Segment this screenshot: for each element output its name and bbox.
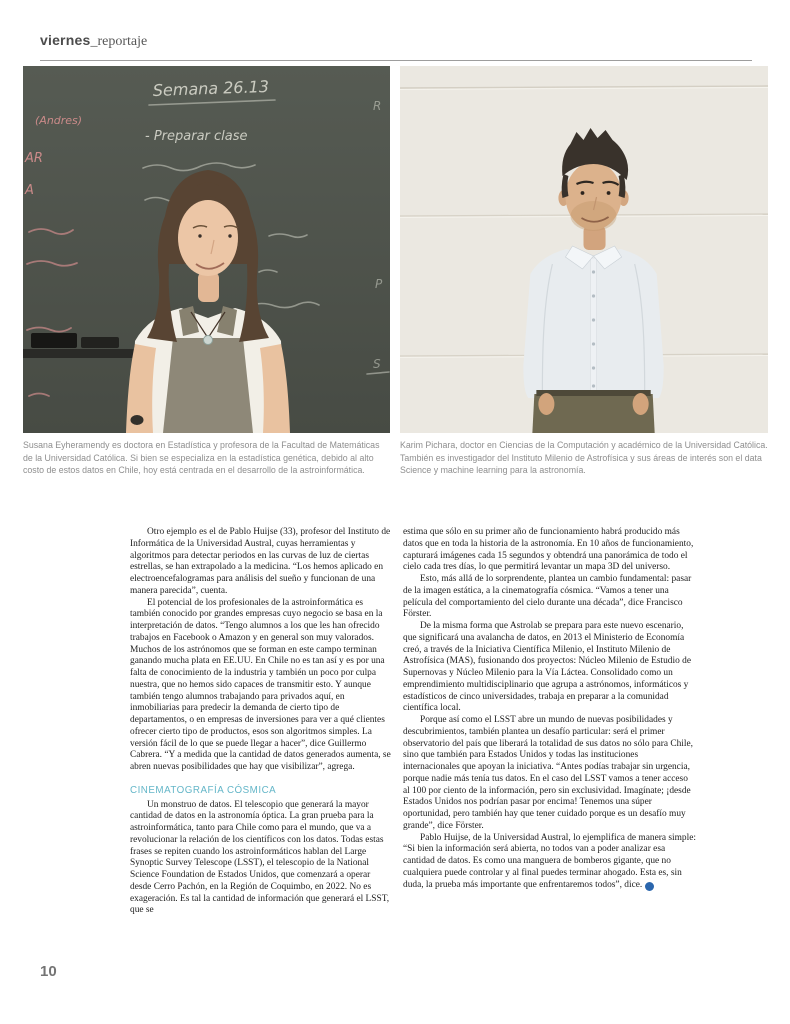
- photo-susana-illustration: [23, 66, 390, 433]
- photo-susana: [23, 66, 390, 477]
- photo-karim: [400, 66, 768, 477]
- chalk-right1: R: [373, 99, 382, 113]
- chalk-pink1: (Andres): [35, 114, 83, 127]
- caption-karim: Karim Pichara, doctor en Ciencias de la Computación y académico de la Universidad Católica. También es investigador del Instituto Milenio de Astrofísica y sus áreas de interés son el data Science y machine learning para la astronomía.: [400, 440, 768, 476]
- caption-susana: Susana Eyheramendy es doctora en Estadística y profesora de la Facultad de Matemáticas de la Universidad Católica. Si bien se especializa en la estadística genética, debido al alto costo de estos datos en Chile, hoy está centrada en el desarrollo de la astroinformática.: [23, 440, 380, 476]
- brand-viernes: viernes: [40, 32, 91, 48]
- page-number: 10: [40, 963, 57, 980]
- necklace-pendant: [204, 336, 213, 345]
- woman-face: [178, 200, 238, 276]
- chalk-pink2: AR: [25, 151, 43, 166]
- paragraph: De la misma forma que Astrolab se prepara para este nuevo escenario, que significará una avalancha de datos, en 2013 el Ministerio de Economía creó, a través de la Iniciativa Científica Milenio, el Instituto Milenio de Astrofísica (MAS), fusionando dos proyectos: Núcleo Milenio de Estudio de Supernovas y Núcleo Milenio para la Vía Láctea. Consolidado como un emprendimiento multidisciplinario que agrupa a astrónomos, informáticos y estadísticos de cinco universidades, trabaja en preparar a la comunidad científica local.: [403, 621, 691, 714]
- paragraph: Un monstruo de datos. El telescopio que generará la mayor cantidad de datos en la astronomía óptica. La gran prueba para la astroinformática, tanto para Chile como para el mundo, que va a revolucionar la relación de los científicos con los datos. Todas estas frases se repiten cuando los astroinformáticos hablan del Large Synoptic Survey Telescope (LSST), el telescopio de la National Science Foundation de Estados Unidos, que comenzará a operar desde Cerro Pachón, en la Región de Coquimbo, en 2022. No es exageración. Es tal la cantidad de información que generará el LSST, que se: [130, 799, 390, 916]
- paragraph: Otro ejemplo es el de Pablo Huijse (33), profesor del Instituto de Informática de la Universidad Austral, cuyas herramientas y algoritmos para detectar periodos en las curvas de luz de ciertas estrellas, se han extrapolado a la medicina. “Los hemos aplicado en electroencefalogramas para análisis del sueño y funcionan de una manera parecida”, cuenta.: [130, 527, 391, 596]
- paragraph: Esto, más allá de lo sorprendente, plantea un cambio fundamental: pasar de la imagen estática, a la cinematografía cósmica. “Vamos a tener una película del comportamiento del cielo durante una década”, dice Francisco Förster.: [403, 574, 692, 620]
- wrist-watch: [131, 415, 144, 425]
- paragraph-text: Pablo Huijse, de la Universidad Austral, lo ejemplifica de manera simple: “Si bien la información será abierta, no todos van a poder analizar esa cantidad de datos. Es como una manguera de bomberos gigante, que no cualquiera puede controlar y al final puedes terminar ahogado. Esta es, sin duda, la prueba más importante que enfrentaremos todos”, dice.: [403, 832, 696, 890]
- photo-karim-illustration: [400, 66, 768, 433]
- article-end-mark: V: [645, 882, 654, 891]
- paragraph: Porque así como el LSST abre un mundo de nuevas posibilidades y descubrimientos, también plantea un desafío particular: será el primer observatorio del país que liberará la totalidad de sus datos no sólo para Chile, sino que también para Estados Unidos y todas las instituciones internacionales que apoyan la iniciativa. “Antes podías trabajar sin urgencia, porque nadie más tenía tus datos. En el caso del LSST vamos a tener acceso al 100 por ciento de la información, pero sin exclusividad. Imagínate; ¡desde Estados Unidos nos podrían pasar por encima! Tenemos una súper oportunidad, pero también hay que tener cuidado porque es un desafío muy grande”, dice Förster.: [403, 715, 694, 831]
- chalk-right2: P: [375, 277, 383, 291]
- article-column-left: [130, 527, 392, 917]
- belt: [536, 390, 650, 396]
- chalk-pink3: A: [25, 183, 34, 198]
- stubble: [570, 201, 616, 231]
- chalk-right3: S: [373, 357, 381, 371]
- man-right-hand: [633, 393, 649, 415]
- article-column-right: [403, 527, 696, 891]
- chalk-line1: - Preparar clase: [145, 129, 248, 144]
- header-rule: [40, 60, 752, 61]
- paragraph: estima que sólo en su primer año de funcionamiento habrá producido más datos que en toda la historia de la astronomía. En 10 años de funcionamiento, capturará imágenes cada 15 segundos y obtendrá una panorámica de todo el cielo cada tres días, lo que permitirá levantar un mapa 3D del universo.: [403, 527, 694, 573]
- paragraph: El potencial de los profesionales de la astroinformática es también conocido por grandes empresas cuyo negocio se basa en la interpretación de datos. “Tengo alumnos a los que les han ofrecido trabajos en Facebook o Amazon y en general son muy valorados. Muchos de los astrónomos que se forman en este campo terminan ganando mucha plata en EE.UU. En Chile no es tan así y es por una falta de conocimiento de la industria y también un poco por culpa nuestra, que no hemos sido capaces de transmitir esto. Y aunque también tengo alumnos trabajando para privados aquí, en inmobiliarias para predecir la demanda de cierto tipo de departamentos, o en empresas de inversiones para ver a qué clientes ofrecer cierto tipo de productos, esos son algoritmos simples. La versión fácil de lo que se puede llegar a hacer”, dice Guillermo Cabrera. “Y a medida que la cantidad de datos generados aumenta, se abren nuevas posibilidades que hay que visibilizar”, agrega.: [130, 597, 391, 772]
- woman-neck: [198, 272, 219, 302]
- woman-jumper: [163, 338, 253, 433]
- masthead: [40, 32, 147, 50]
- chalk-heading: Semana 26.13: [152, 76, 270, 100]
- section-reportaje: _reportaje: [90, 34, 148, 49]
- section-heading-cinematografia: CINEMATOGRAFÍA CÓSMICA: [130, 784, 277, 796]
- man-left-hand: [538, 393, 554, 415]
- paragraph: [403, 833, 696, 892]
- shirt-placket: [591, 258, 597, 392]
